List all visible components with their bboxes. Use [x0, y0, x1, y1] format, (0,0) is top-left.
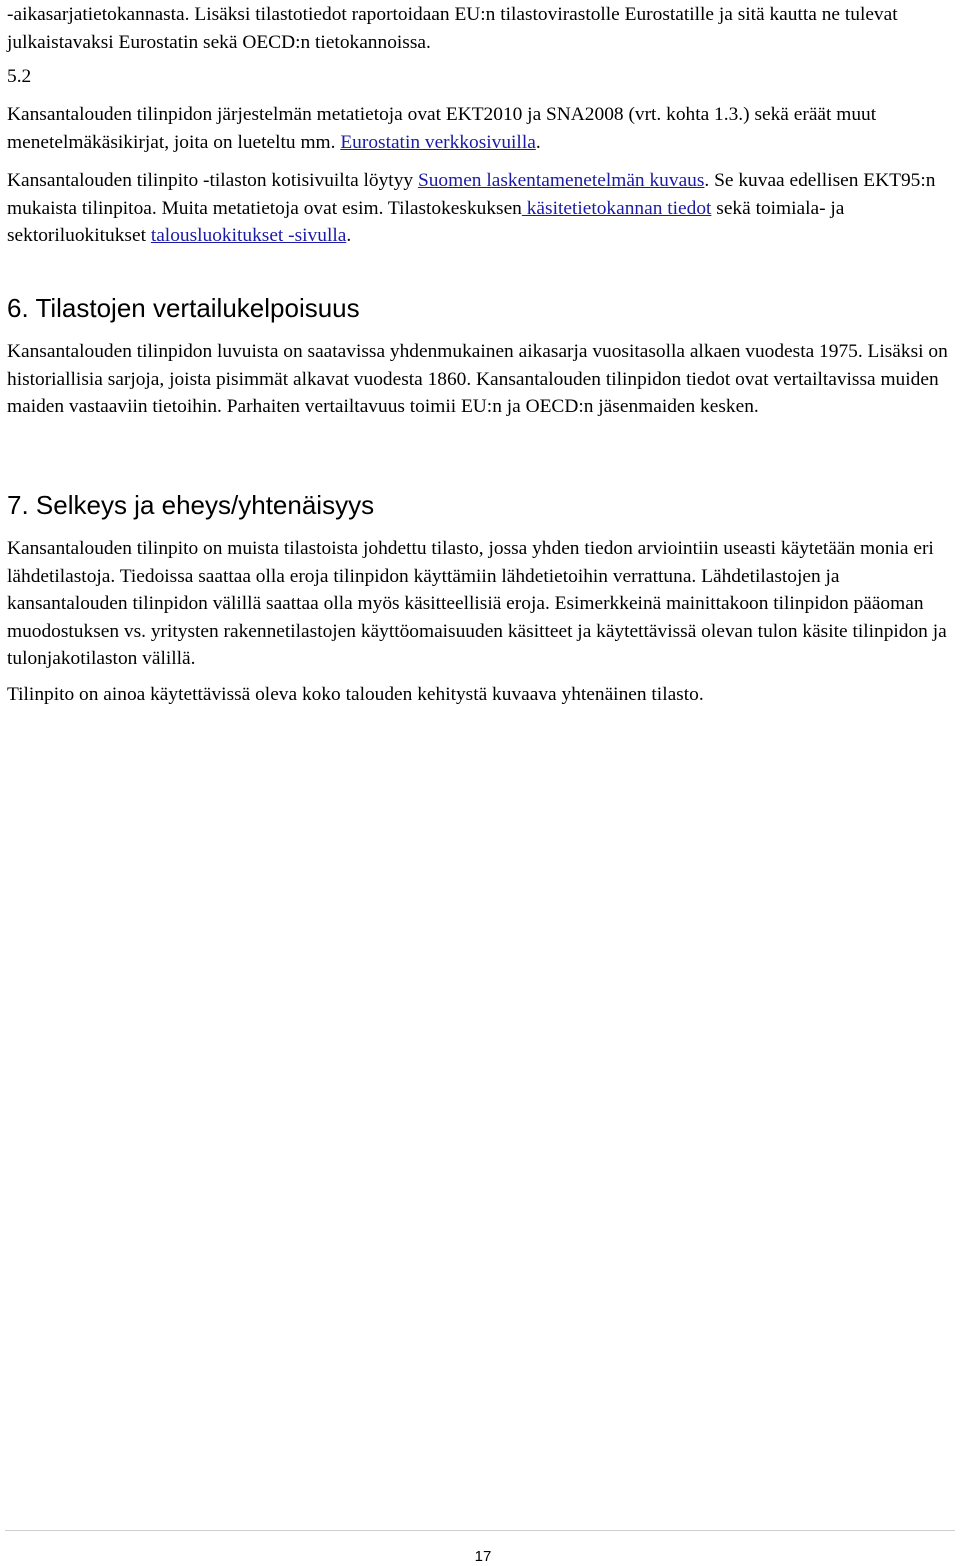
- homepage-text-4: .: [346, 225, 352, 246]
- comparability-paragraph: Kansantalouden tilinpidon luvuista on saatavissa yhdenmukainen aikasarja vuositasolla alkaen vuodesta 1975. Lisäksi on historiallisia sarjoja, joista pisimmät alkavat vuodesta 1860. Kansantalouden tilinpidon tiedot ovat vertailtavissa muiden maiden vastaaviin tietoihin. Parhaiten vertailtavuus toimii EU:n ja OECD:n jäsenmaiden kesken.: [7, 341, 948, 417]
- homepage-text-1: Kansantalouden tilinpito -tilaston kotisivuilta löytyy: [7, 170, 418, 191]
- homepage-text-3: sekä toimiala- ja sektoriluokitukset: [7, 197, 845, 246]
- metadata-text: Kansantalouden tilinpidon järjestelmän metatietoja ovat EKT2010 ja SNA2008 (vrt. kohta 1.3.) sekä eräät muut menetelmäkäsikirjat, joita on lueteltu mm.: [7, 104, 877, 153]
- concept-database-link[interactable]: käsitetietokannan tiedot: [521, 197, 712, 219]
- section-6-heading: 6. Tilastojen vertailukelpoisuus: [7, 293, 360, 323]
- footer-divider: [5, 1530, 955, 1531]
- section-7-heading: 7. Selkeys ja eheys/yhtenäisyys: [7, 490, 375, 520]
- intro-paragraph: -aikasarjatietokannasta. Lisäksi tilastotiedot raportoidaan EU:n tilastovirastolle Eurostatille ja sitä kautta ne tulevat julkaistavaksi Eurostatin sekä OECD:n tietokannoissa.: [7, 4, 898, 53]
- coherence-paragraph: Kansantalouden tilinpito on muista tilastoista johdettu tilasto, jossa yhden tiedon arviointiin useasti käytetään monia eri lähdetilastoja. Tiedoissa saattaa olla eroja tilinpidon käyttämiin lähdetietoihin verrattuna. Lähdetilastojen ja kansantalouden tilinpidon välillä saattaa olla myös käsitteellisiä eroja. Esimerkkeinä mainittakoon tilinpidon pääoman muodostuksen vs. yritysten rakennetilastojen käyttöomaisuuden käsitteet ja käytettävissä olevan tulon käsite tilinpidon ja tulonjakotilaston välillä.: [7, 538, 947, 669]
- page-number: 17: [474, 1548, 492, 1565]
- homepage-paragraph: [7, 167, 957, 250]
- section-number: 5.2: [7, 66, 32, 87]
- classifications-link[interactable]: talousluokitukset -sivulla: [150, 225, 347, 246]
- metadata-text-end: .: [535, 131, 541, 153]
- coherence-summary-paragraph: Tilinpito on ainoa käytettävissä oleva koko talouden kehitystä kuvaava yhtenäinen tilasto.: [7, 684, 704, 705]
- homepage-text-2: . Se kuvaa edellisen EKT95:n mukaista tilinpitoa. Muita metatietoja ovat esim. Tilastokeskuksen: [7, 170, 936, 219]
- calculation-method-link[interactable]: Suomen laskentamenetelmän kuvaus: [417, 170, 705, 191]
- metadata-paragraph: [7, 101, 955, 156]
- eurostat-website-link[interactable]: Eurostatin verkkosivuilla: [340, 131, 536, 153]
